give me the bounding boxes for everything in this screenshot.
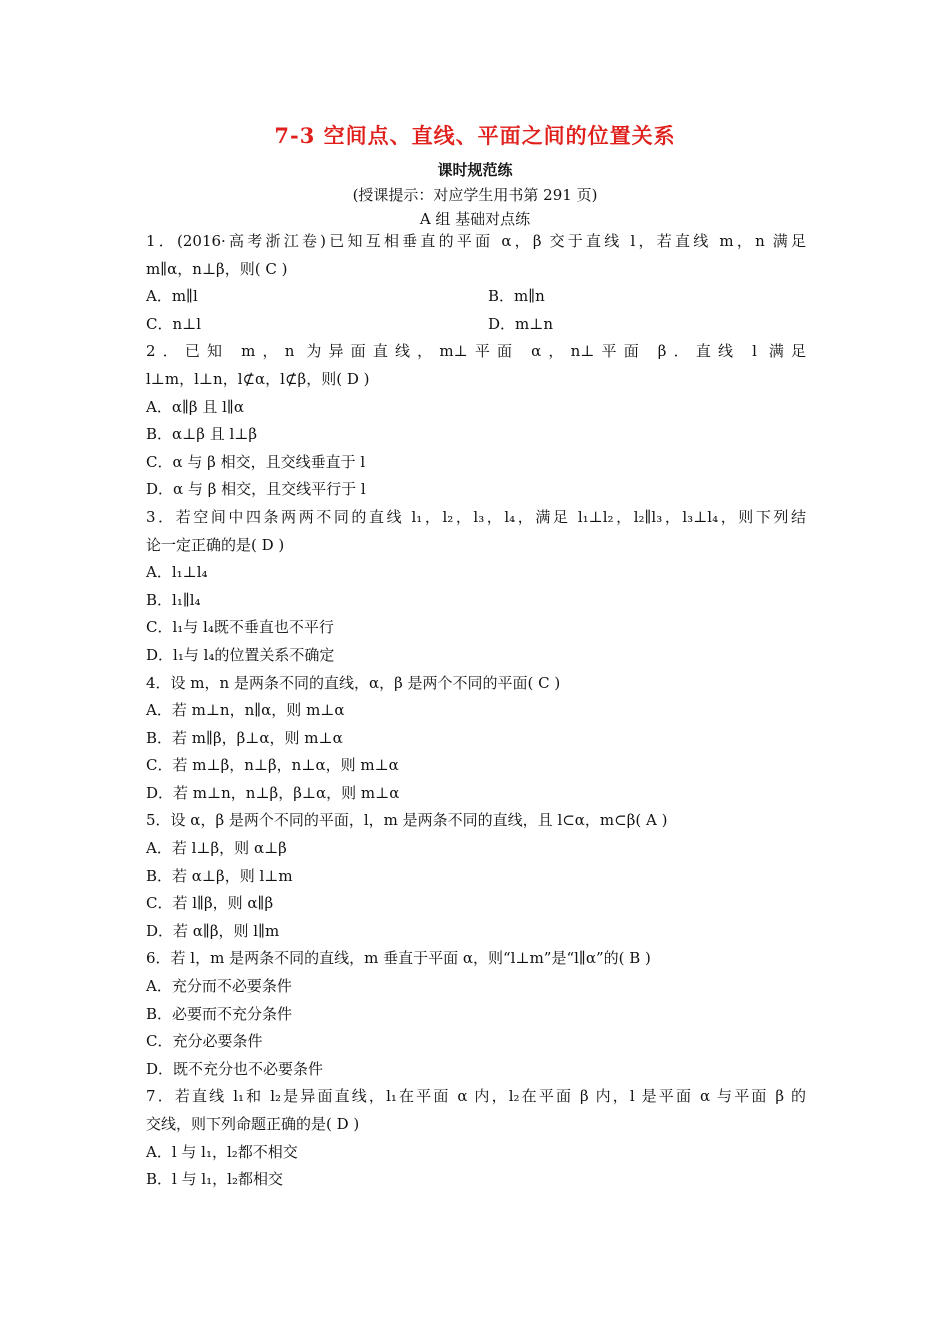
q6-option-a: A．充分而不必要条件 [146, 977, 292, 996]
q1-options-row1 [146, 283, 806, 311]
q6-stem-line1: 6．若 l，m 是两条不同的直线，m 垂直于平面 α，则“l⊥m”是“l∥α”的( B ) [146, 949, 651, 968]
q3-option-b: B．l₁∥l₄ [146, 590, 201, 609]
q1-option-a: A．m∥l [146, 287, 198, 306]
q4-stem-line1: 4．设 m，n 是两条不同的直线，α，β 是两个不同的平面( C ) [146, 673, 561, 692]
q6-option-c: C．充分必要条件 [146, 1032, 263, 1051]
q5-stem-line1: 5．设 α，β 是两个不同的平面，l，m 是两条不同的直线，且 l⊂α，m⊂β( A ) [146, 811, 668, 830]
q4-option-a: A．若 m⊥n，n∥α，则 m⊥α [146, 701, 345, 720]
q1-stem-line2: m∥α，n⊥β，则( C ) [146, 259, 288, 278]
q3-option-d: D．l₁与 l₄的位置关系不确定 [146, 645, 335, 664]
q5-option-a: A．若 l⊥β，则 α⊥β [146, 839, 287, 858]
q7-option-b: B．l 与 l₁，l₂都相交 [146, 1170, 283, 1189]
q3-stem-line1: 3．若空间中四条两两不同的直线 l₁，l₂，l₃，l₄，满足 l₁⊥l₂，l₂∥l₃，l₃⊥l₄，则下列结 [146, 507, 806, 526]
q2-stem-line1: 2．已知 m，n 为异面直线，m⊥平面 α，n⊥平面 β．直线 l 满足 [146, 342, 806, 361]
q6-option-d: D．既不充分也不必要条件 [146, 1059, 324, 1078]
q1-options-row2 [146, 311, 806, 339]
q3-option-c: C．l₁与 l₄既不垂直也不平行 [146, 618, 334, 637]
q2-option-b: B．α⊥β 且 l⊥β [146, 425, 258, 444]
q1-stem-line1: 1．(2016·高考浙江卷)已知互相垂直的平面 α，β 交于直线 l，若直线 m，n 满足 [146, 232, 806, 250]
q7-stem-line1: 7．若直线 l₁和 l₂是异面直线，l₁在平面 α 内，l₂在平面 β 内，l 是平面 α 与平面 β 的 [146, 1087, 806, 1106]
q3-option-a: A．l₁⊥l₄ [146, 563, 208, 582]
q2-option-a: A．α∥β 且 l∥α [146, 397, 244, 416]
textbook-hint: (授课提示：对应学生用书第 291 页) [352, 186, 598, 204]
q5-option-c: C．若 l∥β，则 α∥β [146, 894, 274, 913]
page-title: 7-3 空间点、直线、平面之间的位置关系 [274, 123, 676, 148]
section-subtitle: 课时规范练 [437, 161, 513, 179]
q5-option-b: B．若 α⊥β，则 l⊥m [146, 866, 293, 885]
question-list [146, 228, 806, 1194]
group-heading: A 组 基础对点练 [419, 210, 531, 228]
q1-option-b: B．m∥n [488, 287, 545, 306]
q7-option-a: A．l 与 l₁，l₂都不相交 [146, 1142, 298, 1161]
q7-stem-line2: 交线，则下列命题正确的是( D ) [146, 1115, 360, 1133]
q2-option-c: C．α 与 β 相交，且交线垂直于 l [146, 452, 366, 471]
q6-option-b: B．必要而不充分条件 [146, 1004, 293, 1023]
q3-stem-line2: 论一定正确的是( D ) [146, 535, 285, 554]
q2-option-d: D．α 与 β 相交，且交线平行于 l [146, 480, 366, 499]
q1-option-c: C．n⊥l [146, 314, 202, 333]
q5-option-d: D．若 α∥β，则 l∥m [146, 921, 280, 940]
q1-option-d: D．m⊥n [488, 314, 554, 333]
q2-stem-line2: l⊥m，l⊥n，l⊄α，l⊄β，则( D ) [146, 369, 370, 388]
q4-option-c: C．若 m⊥β，n⊥β，n⊥α，则 m⊥α [146, 756, 399, 775]
q4-option-d: D．若 m⊥n，n⊥β，β⊥α，则 m⊥α [146, 783, 400, 802]
q4-option-b: B．若 m∥β，β⊥α，则 m⊥α [146, 728, 343, 747]
